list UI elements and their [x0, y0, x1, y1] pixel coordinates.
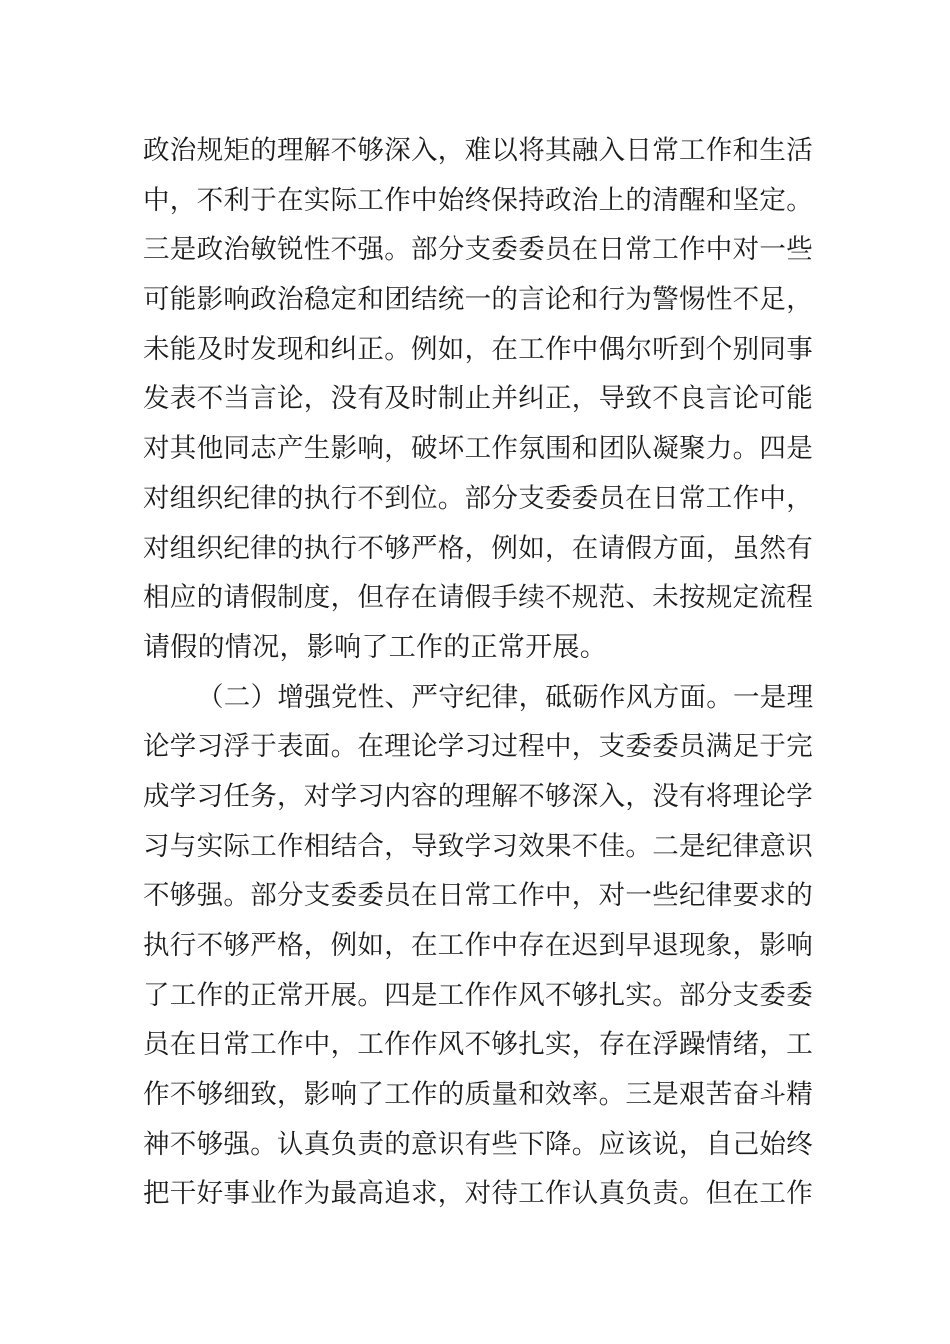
- text-line: 相应的请假制度，但存在请假手续不规范、未按规定流程: [143, 582, 813, 614]
- text-line: 对其他同志产生影响，破坏工作氛围和团队凝聚力。四是: [143, 433, 813, 465]
- text-line: 不够强。部分支委委员在日常工作中，对一些纪律要求的: [143, 880, 813, 912]
- text-line: 执行不够严格，例如，在工作中存在迟到早退现象，影响: [143, 930, 813, 961]
- text-line: 三是政治敏锐性不强。部分支委委员在日常工作中对一些: [143, 234, 813, 266]
- text-line: 政治规矩的理解不够深入，难以将其融入日常工作和生活: [143, 135, 813, 166]
- text-line: 请假的情况，影响了工作的正常开展。: [143, 631, 608, 663]
- text-line: 神不够强。认真负责的意识有些下降。应该说，自己始终: [143, 1128, 813, 1160]
- text-line: 作不够细致，影响了工作的质量和效率。三是艰苦奋斗精: [143, 1079, 813, 1111]
- text-line: 习与实际工作相结合，导致学习效果不佳。二是纪律意识: [143, 830, 813, 862]
- text-line: 了工作的正常开展。四是工作作风不够扎实。部分支委委: [143, 979, 813, 1011]
- text-line: 发表不当言论，没有及时制止并纠正，导致不良言论可能: [143, 383, 813, 415]
- text-line: 论学习浮于表面。在理论学习过程中，支委委员满足于完: [143, 731, 813, 763]
- text-line: 未能及时发现和纠正。例如，在工作中偶尔听到个别同事: [143, 333, 813, 365]
- section-heading-line: （二）增强党性、严守纪律，砥砺作风方面。一是理: [197, 681, 814, 713]
- body-text: [143, 126, 813, 1219]
- text-line: 可能影响政治稳定和团结统一的言论和行为警惕性不足，: [143, 284, 813, 316]
- text-line: 把干好事业作为最高追求，对待工作认真负责。但在工作: [143, 1178, 813, 1210]
- text-line: 中，不利于在实际工作中始终保持政治上的清醒和坚定。: [143, 184, 813, 216]
- text-line: 员在日常工作中，工作作风不够扎实，存在浮躁情绪，工: [143, 1029, 813, 1061]
- text-line: 对组织纪律的执行不到位。部分支委委员在日常工作中，: [143, 482, 813, 514]
- text-line: 成学习任务，对学习内容的理解不够深入，没有将理论学: [143, 780, 813, 812]
- text-line: 对组织纪律的执行不够严格，例如，在请假方面，虽然有: [143, 532, 813, 564]
